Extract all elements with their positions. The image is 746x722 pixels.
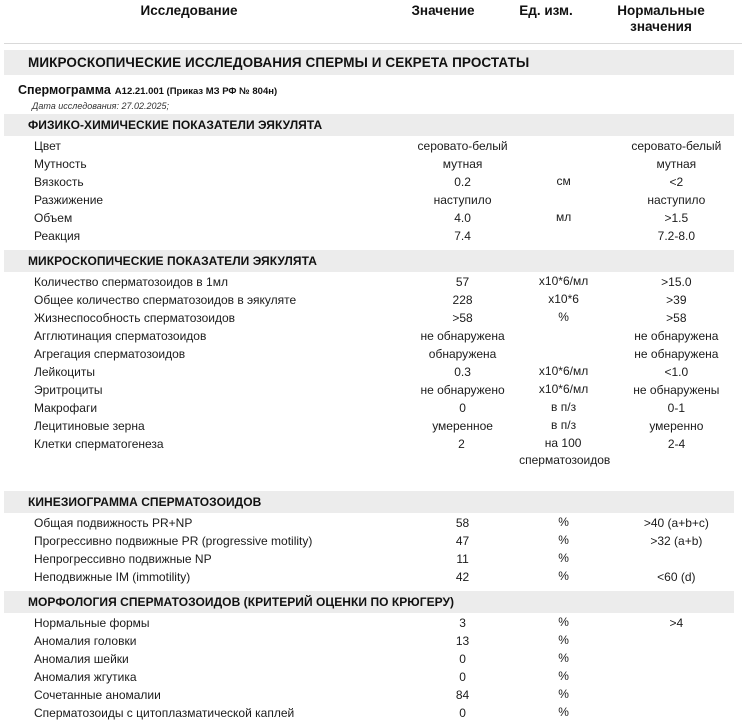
document-title-band: МИКРОСКОПИЧЕСКИЕ ИССЛЕДОВАНИЯ СПЕРМЫ И СЕКРЕТА ПРОСТАТЫ: [4, 50, 734, 75]
row-unit: %: [558, 633, 569, 647]
section-header: КИНЕЗИОГРАММА СПЕРМАТОЗОИДОВ: [4, 491, 734, 513]
row-value: умеренное: [432, 419, 493, 433]
table-row: [0, 155, 746, 173]
row-value: 0.2: [454, 175, 471, 189]
study-info: [0, 75, 746, 111]
column-header-value: Значение: [411, 3, 475, 18]
study-name: Спермограмма: [18, 83, 111, 97]
row-normal-value: не обнаружена: [634, 347, 719, 361]
row-normal-value: наступило: [647, 193, 706, 207]
row-normal-value: <60 (d): [657, 570, 696, 584]
row-parameter-name: Агглютинация сперматозоидов: [34, 329, 207, 343]
row-value: 42: [455, 570, 470, 584]
row-unit: %: [558, 569, 569, 583]
table-row: [0, 668, 746, 686]
row-normal-value: 0-1: [667, 401, 686, 415]
table-row: [0, 568, 746, 586]
row-parameter-name: Вязкость: [34, 175, 84, 189]
row-normal-value: >39: [666, 293, 687, 307]
section-header: ФИЗИКО-ХИМИЧЕСКИЕ ПОКАЗАТЕЛИ ЭЯКУЛЯТА: [4, 114, 734, 136]
row-normal-value: >1.5: [664, 211, 689, 225]
row-normal-value: <1.0: [664, 365, 689, 379]
row-parameter-name: Неподвижные IM (immotility): [34, 570, 191, 584]
table-row: [0, 550, 746, 568]
row-unit: %: [558, 310, 569, 324]
row-parameter-name: Агрегация сперматозоидов: [34, 347, 186, 361]
row-unit: %: [558, 551, 569, 565]
row-value: не обнаружена: [420, 329, 505, 343]
row-normal-value: умеренно: [649, 419, 704, 433]
row-unit: %: [558, 669, 569, 683]
row-unit: на 100 сперматозоидов: [519, 436, 611, 467]
table-row: [0, 291, 746, 309]
table-row: [0, 381, 746, 399]
table-row: [0, 209, 746, 227]
table-row: [0, 650, 746, 668]
table-row: [0, 435, 746, 469]
row-parameter-name: Клетки сперматогенеза: [34, 437, 164, 451]
table-row: [0, 173, 746, 191]
row-normal-value: >15.0: [661, 275, 692, 289]
row-parameter-name: Общая подвижность PR+NP: [34, 516, 193, 530]
study-heading: [18, 81, 746, 99]
row-value: 3: [459, 616, 466, 630]
row-normal-value: не обнаружены: [633, 383, 720, 397]
row-parameter-name: Сперматозоиды с цитоплазматической каплей: [34, 706, 295, 720]
row-unit: %: [558, 705, 569, 719]
row-parameter-name: Лейкоциты: [34, 365, 96, 379]
row-parameter-name: Макрофаги: [34, 401, 98, 415]
row-parameter-name: Прогрессивно подвижные PR (progressive motility): [34, 534, 313, 548]
row-unit: в п/з: [551, 418, 577, 432]
table-row: [0, 399, 746, 417]
table-row: [0, 704, 746, 722]
row-value: 228: [452, 293, 473, 307]
row-value: 0: [459, 652, 466, 666]
row-parameter-name: Объем: [34, 211, 73, 225]
row-normal-value: >4: [669, 616, 684, 630]
row-value: 0: [459, 706, 466, 720]
row-parameter-name: Жизнеспособность сперматозоидов: [34, 311, 236, 325]
row-normal-value: >40 (a+b+c): [643, 516, 709, 530]
row-parameter-name: Количество сперматозоидов в 1мл: [34, 275, 228, 289]
table-row: [0, 417, 746, 435]
row-value: 7.4: [454, 229, 471, 243]
column-header-normal-values-line1: Нормальные: [617, 3, 705, 18]
column-header-normal-values: [590, 3, 732, 35]
row-parameter-name: Аномалия шейки: [34, 652, 129, 666]
header-divider: [4, 43, 742, 44]
row-parameter-name: Мутность: [34, 157, 87, 171]
row-value: 0: [459, 401, 466, 415]
table-row: [0, 532, 746, 550]
row-unit: х10*6/мл: [538, 382, 589, 396]
row-parameter-name: Эритроциты: [34, 383, 103, 397]
section-header: МОРФОЛОГИЯ СПЕРМАТОЗОИДОВ (КРИТЕРИЙ ОЦЕНКИ ПО КРЮГЕРУ): [4, 591, 734, 613]
row-unit: х10*6/мл: [538, 274, 589, 288]
table-row: [0, 345, 746, 363]
column-header-study: Исследование: [140, 3, 238, 18]
row-value: 2: [458, 437, 465, 451]
row-value: 13: [455, 634, 470, 648]
row-parameter-name: Реакция: [34, 229, 81, 243]
table-row: [0, 363, 746, 381]
section-spacer: [0, 469, 746, 477]
row-parameter-name: Сочетанные аномалии: [34, 688, 161, 702]
row-value: 47: [455, 534, 470, 548]
row-unit: см: [556, 174, 571, 188]
table-row: [0, 614, 746, 632]
row-unit: %: [558, 515, 569, 529]
row-normal-value: <2: [669, 175, 684, 189]
row-normal-value: 2-4: [667, 437, 686, 451]
row-normal-value: мутная: [656, 157, 697, 171]
row-value: серовато-белый: [417, 139, 508, 153]
row-value: 11: [456, 552, 469, 566]
table-row: [0, 686, 746, 704]
row-value: 57: [455, 275, 470, 289]
row-value: не обнаружено: [420, 383, 505, 397]
table-row: [0, 227, 746, 245]
section-rows: [0, 136, 746, 245]
row-value: наступило: [433, 193, 492, 207]
row-normal-value: >32 (a+b): [650, 534, 703, 548]
row-unit: мл: [555, 210, 572, 224]
row-value: 58: [455, 516, 470, 530]
row-unit: %: [558, 615, 569, 629]
table-row: [0, 137, 746, 155]
section-rows: [0, 613, 746, 722]
row-value: 0: [459, 670, 466, 684]
row-unit: %: [558, 687, 569, 701]
table-row: [0, 632, 746, 650]
table-row: [0, 273, 746, 291]
row-parameter-name: Аномалия головки: [34, 634, 137, 648]
row-unit: %: [558, 533, 569, 547]
row-parameter-name: Разжижение: [34, 193, 104, 207]
section-header: МИКРОСКОПИЧЕСКИЕ ПОКАЗАТЕЛИ ЭЯКУЛЯТА: [4, 250, 734, 272]
row-value: 0.3: [454, 365, 471, 379]
section-rows: [0, 272, 746, 469]
row-unit: х10*6: [548, 292, 579, 306]
column-header-unit: Ед. изм.: [519, 3, 573, 18]
table-row: [0, 309, 746, 327]
row-value: обнаружена: [428, 347, 497, 361]
report-sections: [0, 114, 746, 722]
column-header-normal-values-line2: значения: [630, 19, 692, 34]
table-header-row: [0, 0, 746, 36]
study-code: A12.21.001 (Приказ МЗ РФ № 804н): [114, 86, 278, 97]
row-value: 4.0: [454, 211, 471, 225]
table-row: [0, 191, 746, 209]
table-row: [0, 327, 746, 345]
row-value: >58: [452, 311, 473, 325]
row-parameter-name: Общее количество сперматозоидов в эякуляте: [34, 293, 297, 307]
row-normal-value: >58: [666, 311, 687, 325]
row-normal-value: 7.2-8.0: [657, 229, 696, 243]
row-parameter-name: Лецитиновые зерна: [34, 419, 145, 433]
study-date: Дата исследования: 27.02.2025;: [32, 101, 170, 111]
row-unit: х10*6/мл: [538, 364, 589, 378]
row-unit: %: [558, 651, 569, 665]
section-rows: [0, 513, 746, 586]
row-value: 84: [455, 688, 470, 702]
table-row: [0, 514, 746, 532]
row-parameter-name: Цвет: [34, 139, 61, 153]
row-parameter-name: Непрогрессивно подвижные NP: [34, 552, 212, 566]
row-normal-value: не обнаружена: [634, 329, 719, 343]
row-normal-value: серовато-белый: [631, 139, 722, 153]
row-parameter-name: Нормальные формы: [34, 616, 150, 630]
row-value: мутная: [442, 157, 483, 171]
row-unit: в п/з: [551, 400, 577, 414]
row-parameter-name: Аномалия жгутика: [34, 670, 137, 684]
